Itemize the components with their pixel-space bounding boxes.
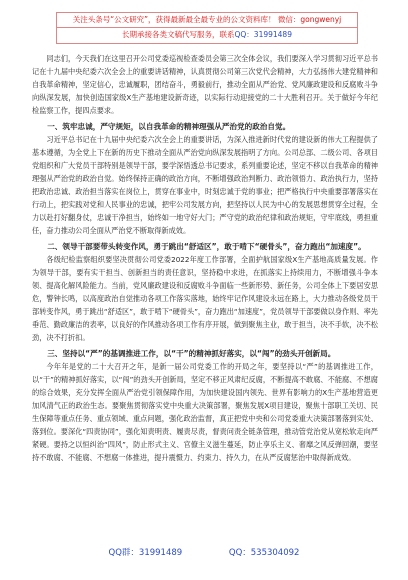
footer-contacts [0,546,408,558]
intro-paragraph: 同志们，今天我们在这里召开公司党委巡视检查委员会第三次全体会议，我们要深入学习贯彻习近平总书记在十九届中央纪委六次全会上的重要讲话精神，认真贯彻公司第三次党代会精神，大力弘扬伟大建党精神和自我革命精神，坚定信心，忠诚履职，团结奋斗，勇毅前行，推动全面从严治党、党风廉政建设和反腐败斗争向纵深发展，加快创造国家级X生产基地建设新奇迹，以实际行动迎接党的二十大胜利召开。关于做好今年纪检监察工作，提四点要求。 [32,54,378,115]
section-2-heading: 二、领导干部要带头转变作风，勇于跳出“舒适区”，敢于啃下“硬骨头”，奋力跑出“加速度”。 [47,242,366,251]
section-1-heading: 一、筑牢忠诚，严守规矩，以自我革命的精神理强从严治党的政治自觉。 [47,122,291,131]
section-1-body: 习近平总书记在十九届中央纪委六次全会上的重要讲话，为深入推进新时代党的建设新的伟大工程提供了基本遵循，为全党上下在新的历史下推动全面从严治党向纵深发展指明了方向。公司总部、二级公司、各项目党组织和广大党员干部特别是领导干部，要学深悟透总书记要求，系列重要论述，坚定不移以自我革命的精神理强从严治党的政治自觉。始终保持正确的政治方向，不断增强政治判断力、政治领悟力、政治执行力，坚持把政治忠诚、政治担当落实在岗位上，贯穿在事业中，时刻忠诚于党的事业；把严格执行中央重要部署落实在行动上，把实践对党和人民事业的忠诚，把牢公司发展方向，把坚持以人民为中心的发展思想贯穿全过程，全力以赴打好翻身仗，忠诚干净担当，始终如一地守好大门；严守党的政治纪律和政治规矩，守牢底线，勇担重任，奋力推动公司全面从严治党不断取得新成效。 [32,135,378,235]
banner-line-2-lead: 长期承接各类文稿代写服务，联系 [122,30,235,39]
footer-qq-group: QQ群：31991489 [108,548,183,558]
section-3-body: 今年年是党的二十大召开之年，是新一届公司党委工作的开局之年，要坚持以“严”的基调推进工作，以“干”的精神抓好落实，以“闯”的劲头开创新局，坚定不移正风肃纪反腐，不断提高不敢腐、不能腐、不想腐的综合效果，充分发挥全面从严治党引领保障作用，为加快建设国内领先、世界有影响力的X生产基地营造更加风清气正的政治生态。要聚焦贯彻落实党中央重大决策部署，聚焦发展X项目建设，聚焦十部职工关切、民生保障等重点任务、重点领域、重点问题，强化政治监督，真正把党中央和公司党委重大决策部署落到实处、落到位。要深化“四责协同”，强化知责明责、履责尽责，督责问责全链条管理，推动管党治党从宽松软走向严紧硬。要持之以恒纠治“四风”，防止形式主义、官僚主义滋生蔓延，防止享乐主义、奢靡之风反弹回潮，要坚持不敢腐、不能腐、不想腐一体推进，提升震慑力、约束力、持久力，在从严反腐惩治中取得新成效。 [32,362,378,462]
header-banner [56,12,358,44]
banner-qq-highlight: QQ：31991489 [234,30,292,39]
footer-qq-number: QQ：535304092 [228,548,300,558]
banner-line-2 [57,28,357,42]
section-2-body: 各级纪检监察组织要坚决贯彻公司党委2022年度工作部署，全面护航国家级X生产基地高质量发展。作为领导干部，要有实干担当、创新担当的责任意识，坚持稳中求进，在抓落实上持续用力，不断增强斗争本领、提高化解风险能力。当前，党风廉政建设和反腐败斗争面临一些新形势、新任务，公司全体上下要居安思危，警钟长鸣，以高度政治自觉推动各项工作落实落地，始终牢记作风建设永远在路上，大力推动各级党员干部转变作风，勇于跳出“舒适区”，敢于啃下“硬骨头”，奋力跑出“加速度”，党员领导干部要做以身作则、率先垂范、勤政廉洁的表率，以良好的作风推动各项工作有序开展，做到聚焦主业，敢于担当，决不手软，决不松劲，决不打折扣。 [32,255,378,342]
document-body [32,52,378,464]
banner-line-1: 关注头条号“公文研究”，获得最新最全最专业的公文资料库！ 微信：gongwenyj [72,15,342,24]
section-3-heading: 三、坚持以“严”的基调推进工作，以“干”的精神抓好落实，以“闯”的劲头开创新局。 [47,349,336,358]
